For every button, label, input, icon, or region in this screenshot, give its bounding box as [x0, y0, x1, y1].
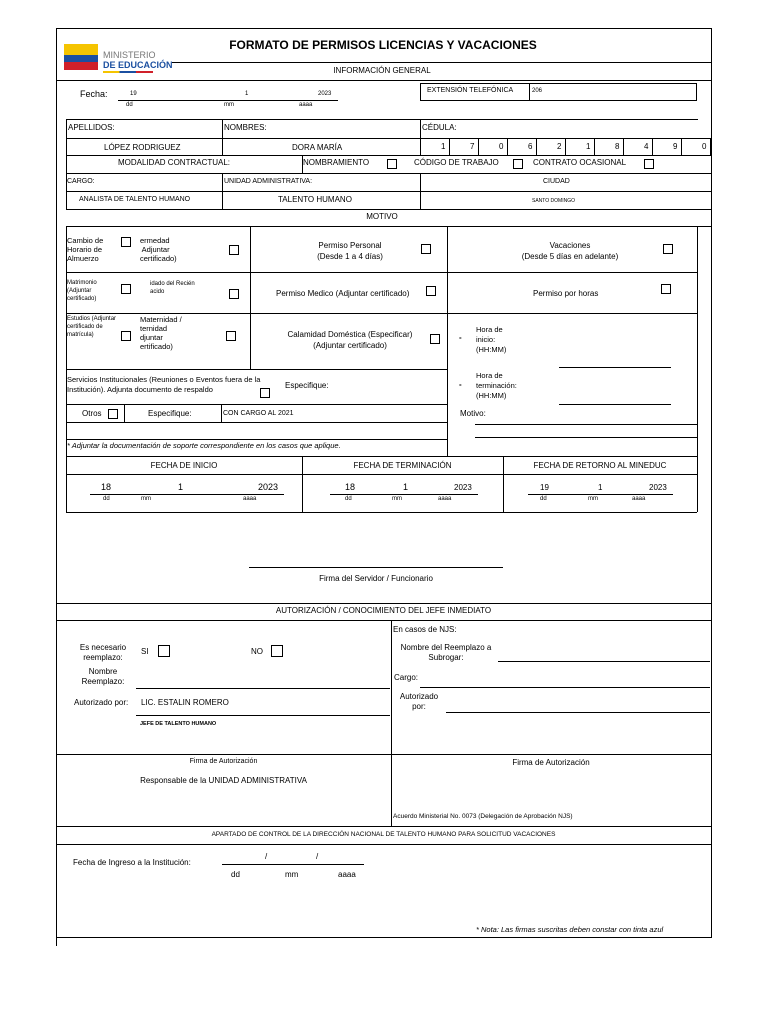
no-checkbox[interactable] [271, 645, 283, 657]
njs-label: En casos de NJS: [393, 625, 457, 634]
especifique2-label: Especifique: [148, 409, 192, 418]
retorno-mm-label: mm [588, 496, 598, 502]
inicio-mm-label: mm [141, 496, 151, 502]
motivo-title: MOTIVO [366, 212, 398, 221]
acuerdo-label: Acuerdo Ministerial No. 0073 (Delegación de Aprobación NJS) [393, 813, 573, 820]
calamidad-line2: (Adjuntar certificado) [313, 341, 387, 350]
cedula-digit[interactable]: 1 [586, 142, 591, 151]
retorno-mm[interactable]: 1 [598, 483, 603, 492]
cedula-digit[interactable]: 2 [557, 142, 562, 151]
termino-mm-label: mm [392, 496, 402, 502]
cedula-digit[interactable]: 6 [528, 142, 533, 151]
cedula-cell-divider [565, 138, 566, 155]
si-checkbox[interactable] [158, 645, 170, 657]
logo-stripe [103, 71, 153, 73]
extension-value[interactable]: 206 [532, 88, 543, 94]
nombres-label: NOMBRES: [224, 123, 267, 132]
njs-autorizado-label: Autorizado por: [399, 692, 439, 711]
hora-terminacion-dash: - [459, 380, 462, 389]
contrato-checkbox[interactable] [644, 159, 654, 169]
retorno-dd-label: dd [540, 496, 547, 502]
retorno-aaaa-label: aaaa [632, 496, 646, 502]
ciudad-label: CIUDAD [543, 178, 570, 185]
cedula-label: CÉDULA: [422, 123, 457, 132]
cedula-digit[interactable]: 4 [644, 142, 649, 151]
nombre-reemplazo-label: Nombre Reemplazo: [81, 667, 125, 686]
codigo-trabajo-label: CÓDIGO DE TRABAJO [414, 158, 499, 167]
fecha-aaaa[interactable]: 2023 [318, 91, 332, 97]
calamidad-line1: Calamidad Doméstica (Especificar) [287, 330, 413, 339]
form-title: FORMATO DE PERMISOS LICENCIAS Y VACACIONES [229, 38, 537, 52]
njs-cargo-label: Cargo: [394, 673, 419, 682]
codigo-trabajo-checkbox[interactable] [513, 159, 523, 169]
nota-firmas: * Nota: Las firmas suscritas deben constar con tinta azul [476, 925, 664, 934]
fecha-inicio-label: FECHA DE INICIO [150, 461, 218, 470]
cedula-cell-divider [681, 138, 682, 155]
cargo-value[interactable]: ANALISTA DE TALENTO HUMANO [79, 196, 191, 203]
estudios-label: Estudios (Adjuntar certificado de matrícula) [67, 316, 117, 338]
njs-cargo-line[interactable] [420, 687, 710, 688]
firma-autorizacion-1: Firma de Autorización [189, 758, 258, 765]
enfermedad-checkbox[interactable] [229, 245, 239, 255]
necesario-label: Es necesario reemplazo: [79, 643, 127, 662]
cedula-cell-divider [507, 138, 508, 155]
responsable-label: Responsable de la UNIDAD ADMINISTRATIVA [140, 776, 307, 785]
fecha-ingreso-slash2: / [316, 852, 319, 861]
inicio-aaaa[interactable]: 2023 [258, 482, 279, 492]
hora-inicio-dash: - [459, 333, 462, 342]
fecha-label: Fecha: [80, 89, 108, 99]
nombramiento-label: NOMBRAMIENTO [303, 158, 370, 167]
firma-servidor-label: Firma del Servidor / Funcionario [319, 574, 433, 583]
apellidos-value[interactable]: LÓPEZ RODRIGUEZ [104, 143, 181, 152]
termino-mm[interactable]: 1 [403, 482, 409, 492]
cedula-cell-divider [652, 138, 653, 155]
cedula-cell-divider [623, 138, 624, 155]
left-border [56, 28, 57, 946]
permiso-personal-line1: Permiso Personal [318, 241, 382, 250]
vacaciones-checkbox[interactable] [663, 244, 673, 254]
especifique2-value[interactable]: CON CARGO AL 2021 [223, 410, 294, 417]
cambio-horario-label: Cambio de Horario de Almuerzo [67, 236, 104, 263]
vacaciones-label [505, 240, 635, 262]
permiso-personal-checkbox[interactable] [421, 244, 431, 254]
permiso-personal-line2: (Desde 1 a 4 días) [317, 252, 383, 261]
logo-line1: MINISTERIO [103, 50, 156, 60]
cedula-cell-divider [594, 138, 595, 155]
nombre-reemplazo-line[interactable] [136, 688, 390, 689]
termino-aaaa[interactable]: 2023 [454, 483, 472, 492]
nombramiento-checkbox[interactable] [387, 159, 397, 169]
matrimonio-label: Matrimonio (Adjuntar certificado) [67, 280, 97, 302]
top-border [56, 28, 712, 29]
contrato-label: CONTRATO OCASIONAL [533, 158, 627, 167]
unidad-value[interactable]: TALENTO HUMANO [278, 195, 352, 204]
inicio-dd-label: dd [103, 496, 110, 502]
hora-terminacion-label: Hora de terminación: (HH:MM) [476, 371, 517, 400]
vacaciones-line2: (Desde 5 días en adelante) [521, 252, 619, 261]
fecha-dd[interactable]: 19 [130, 91, 137, 97]
fecha-aaaa-label: aaaa [299, 102, 313, 108]
enfermedad-label: ermedad Adjuntar certificado) [140, 236, 177, 263]
fecha-ingreso-line[interactable] [222, 864, 364, 865]
termino-aaaa-label: aaaa [438, 496, 452, 502]
permiso-horas-label: Permiso por horas [533, 289, 599, 298]
cedula-cell-divider [710, 138, 711, 155]
fecha-retorno-label: FECHA DE RETORNO AL MINEDUC [533, 461, 667, 470]
hora-terminacion-line[interactable] [559, 404, 671, 405]
cedula-digit[interactable]: 1 [441, 142, 446, 151]
inicio-dd[interactable]: 18 [101, 482, 112, 492]
unidad-label: UNIDAD ADMINISTRATIVA: [224, 178, 313, 185]
cedula-digit[interactable]: 0 [702, 142, 707, 151]
servicios-label: Servicios Institucionales (Reuniones o Eventos fuera de la Institución). Adjunta documento de respaldo [67, 375, 261, 394]
fecha-ingreso-label: Fecha de Ingreso a la Institución: [73, 858, 191, 867]
calamidad-label [270, 329, 430, 351]
control-title: APARTADO DE CONTROL DE LA DIRECCIÓN NACIONAL DE TALENTO HUMANO PARA SOLICITUD VACACIONES [211, 831, 556, 838]
fecha-mm-label: mm [224, 102, 234, 108]
permiso-horas-checkbox[interactable] [661, 284, 671, 294]
cuidado-checkbox[interactable] [229, 289, 239, 299]
fecha-mm[interactable]: 1 [245, 91, 249, 97]
right-border [711, 28, 712, 938]
permiso-medico-label: Permiso Medico (Adjuntar certificado) [276, 289, 410, 298]
maternidad-checkbox[interactable] [226, 331, 236, 341]
especifique-label: Especifique: [285, 381, 329, 390]
apellidos-label: APELLIDOS: [68, 123, 115, 132]
cambio-horario-checkbox[interactable] [121, 237, 131, 247]
ecuador-flag-icon [62, 42, 102, 74]
nota-adjuntar: * Adjuntar la documentación de soporte correspondiente en los casos que aplique. [67, 441, 341, 450]
hora-inicio-line[interactable] [559, 367, 671, 368]
estudios-checkbox[interactable] [121, 331, 131, 341]
si-label: SI [141, 647, 149, 656]
otros-label: Otros [82, 409, 102, 418]
njs-autorizado-line[interactable] [446, 712, 710, 713]
cedula-cell-divider [536, 138, 537, 155]
fecha-ingreso-dd: dd [231, 870, 240, 879]
logo-line2: DE EDUCACIÓN [103, 60, 173, 70]
no-label: NO [251, 647, 263, 656]
maternidad-label: Maternidad / ternidad djuntar ertificado) [140, 315, 182, 351]
calamidad-checkbox[interactable] [430, 334, 440, 344]
termino-dd[interactable]: 18 [345, 482, 356, 492]
fecha-dd-label: dd [126, 102, 133, 108]
permiso-personal-label [295, 240, 405, 262]
modalidad-label: MODALIDAD CONTRACTUAL: [118, 158, 231, 167]
section-general-title: INFORMACIÓN GENERAL [333, 66, 431, 75]
nombre-subrogar-label: Nombre del Reemplazo a Subrogar: [400, 643, 492, 662]
nombres-value[interactable]: DORA MARÍA [292, 143, 343, 152]
autorizacion-title: AUTORIZACIÓN / CONOCIMIENTO DEL JEFE INMEDIATO [275, 606, 492, 615]
fecha-ingreso-mm: mm [285, 870, 299, 879]
servicios-checkbox[interactable] [260, 388, 270, 398]
retorno-aaaa[interactable]: 2023 [649, 483, 667, 492]
ciudad-value[interactable]: SANTO DOMINGO [532, 198, 575, 204]
inicio-mm[interactable]: 1 [178, 482, 184, 492]
fecha-termino-label: FECHA DE TERMINACIÓN [353, 461, 452, 470]
firma-servidor-line[interactable] [249, 567, 503, 568]
firma-autorizacion-2: Firma de Autorización [512, 758, 590, 767]
inicio-aaaa-label: aaaa [243, 496, 257, 502]
permiso-medico-checkbox[interactable] [426, 286, 436, 296]
cargo-label: CARGO: [67, 178, 95, 185]
nombre-subrogar-line[interactable] [498, 661, 710, 662]
vacaciones-line1: Vacaciones [549, 241, 591, 250]
cedula-digit[interactable]: 0 [499, 142, 504, 151]
autorizado-por-value[interactable]: LIC. ESTALIN ROMERO [141, 698, 229, 707]
retorno-dd[interactable]: 19 [540, 483, 549, 492]
jefe-label: JEFE DE TALENTO HUMANO [140, 721, 217, 727]
termino-dd-label: dd [345, 496, 352, 502]
cedula-cell-divider [449, 138, 450, 155]
hora-inicio-label: Hora de inicio: (HH:MM) [476, 325, 507, 354]
cedula-digit[interactable]: 7 [470, 142, 475, 151]
cedula-cell-divider [478, 138, 479, 155]
autorizado-por-label: Autorizado por: [74, 698, 129, 707]
motivo-label: Motivo: [460, 409, 486, 418]
fecha-ingreso-aaaa: aaaa [338, 870, 356, 879]
matrimonio-checkbox[interactable] [121, 284, 131, 294]
extension-label: EXTENSIÓN TELEFÓNICA [427, 87, 514, 94]
cuidado-label: idado del Recién acido [150, 281, 195, 295]
otros-checkbox[interactable] [108, 409, 118, 419]
fecha-ingreso-slash1: / [265, 852, 268, 861]
cedula-digit[interactable]: 9 [673, 142, 678, 151]
cedula-digit[interactable]: 8 [615, 142, 620, 151]
